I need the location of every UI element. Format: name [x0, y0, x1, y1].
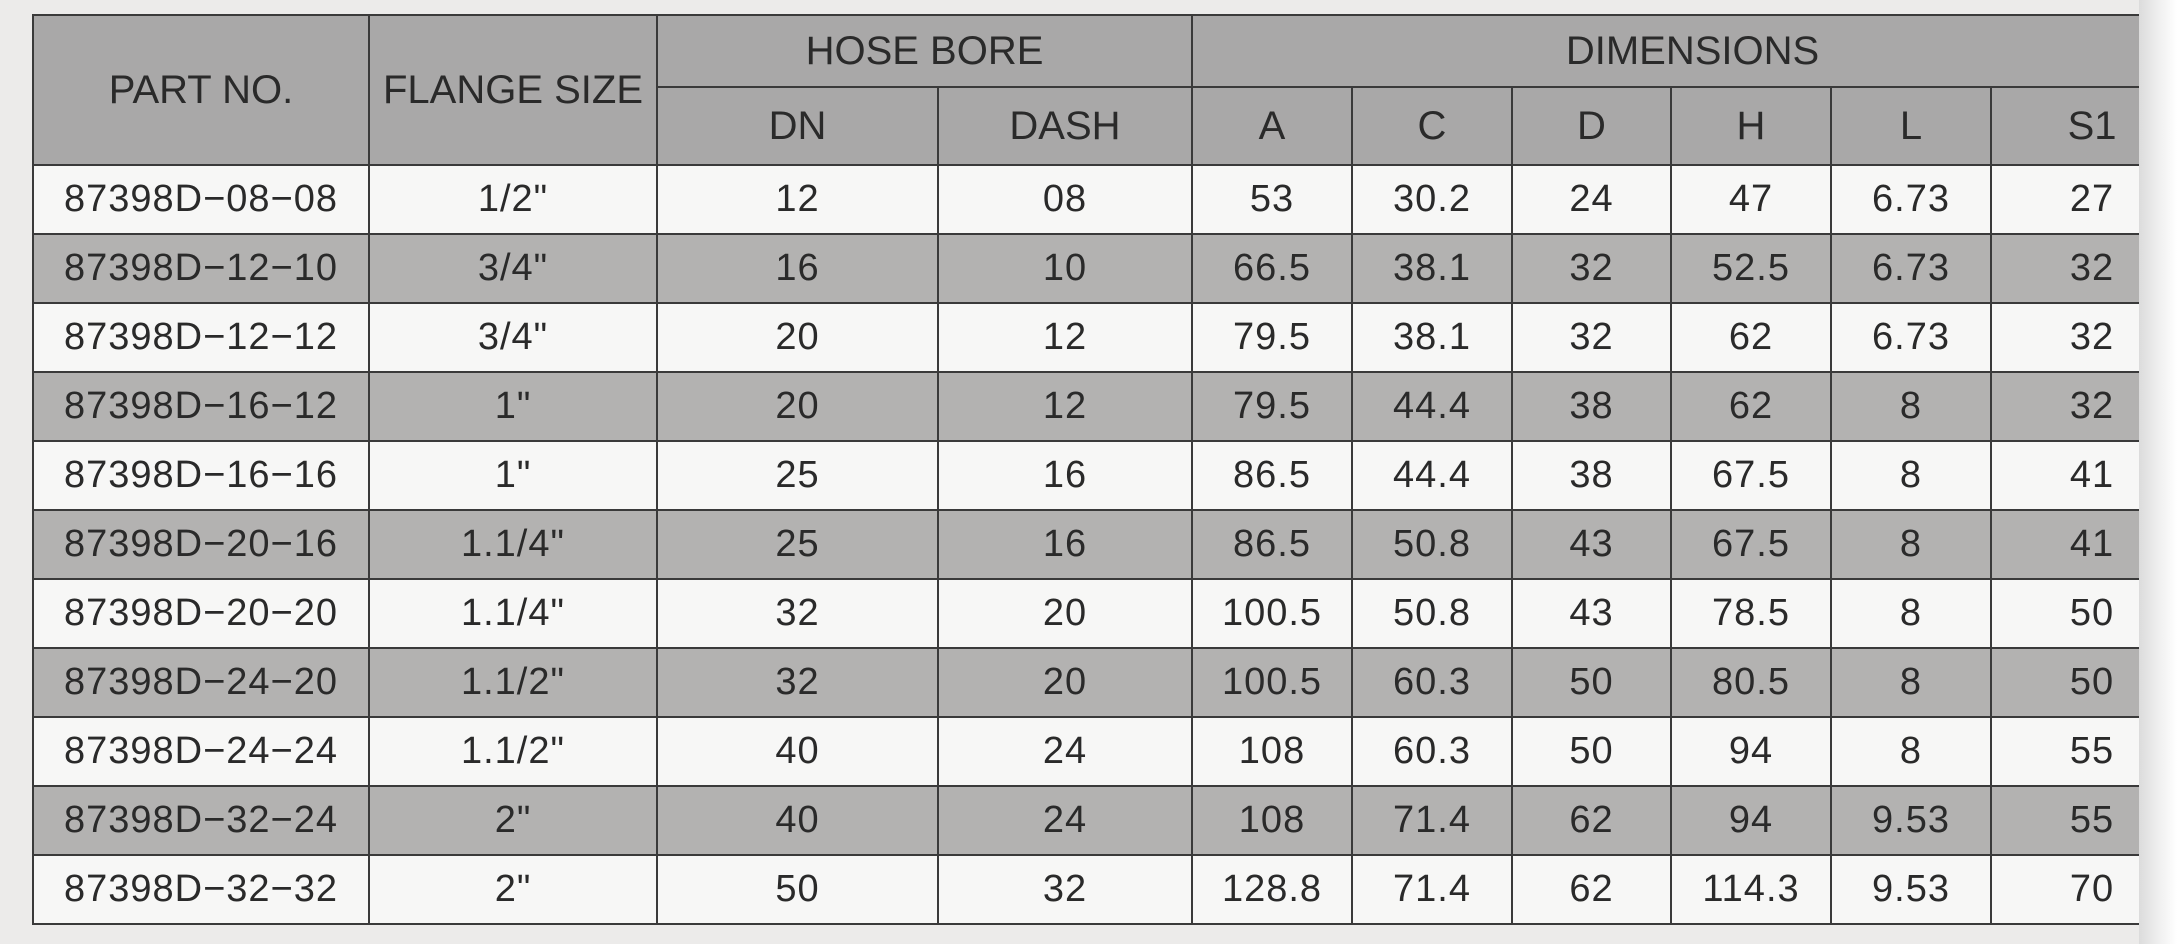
cell-dash: 16: [938, 441, 1192, 510]
cell-dn: 25: [657, 510, 938, 579]
cell-part-no: 87398D−24−24: [33, 717, 369, 786]
cell-dim-s1: 27: [1991, 165, 2177, 234]
cell-dim-a: 86.5: [1192, 441, 1352, 510]
cell-dn: 20: [657, 303, 938, 372]
cell-dim-l: 8: [1831, 510, 1991, 579]
cell-dim-d: 50: [1512, 648, 1671, 717]
header-dim-a: A: [1192, 87, 1352, 165]
cell-dim-d: 62: [1512, 855, 1671, 924]
cell-flange-size: 1.1/2": [369, 717, 657, 786]
cell-flange-size: 3/4": [369, 234, 657, 303]
cell-dim-h: 67.5: [1671, 441, 1831, 510]
cell-dim-l: 8: [1831, 579, 1991, 648]
header-flange-size: FLANGE SIZE: [369, 15, 657, 165]
cell-dash: 20: [938, 648, 1192, 717]
cell-dim-d: 38: [1512, 441, 1671, 510]
cell-dim-c: 44.4: [1352, 372, 1512, 441]
cell-dim-h: 62: [1671, 303, 1831, 372]
cell-dim-l: 8: [1831, 441, 1991, 510]
cell-dim-d: 50: [1512, 717, 1671, 786]
cell-dim-l: 8: [1831, 717, 1991, 786]
cell-dim-d: 62: [1512, 786, 1671, 855]
cell-dim-l: 6.73: [1831, 165, 1991, 234]
cell-dn: 25: [657, 441, 938, 510]
cell-flange-size: 1.1/4": [369, 579, 657, 648]
cell-dim-c: 60.3: [1352, 648, 1512, 717]
cell-dim-h: 94: [1671, 717, 1831, 786]
cell-dim-l: 9.53: [1831, 786, 1991, 855]
cell-dim-d: 24: [1512, 165, 1671, 234]
table-row: [33, 510, 2177, 579]
table-row: [33, 303, 2177, 372]
cell-dim-d: 32: [1512, 234, 1671, 303]
cell-flange-size: 1.1/2": [369, 648, 657, 717]
table-row: [33, 165, 2177, 234]
header-dim-s1: S1: [1991, 87, 2177, 165]
table-row: [33, 717, 2177, 786]
cell-dim-s1: 70: [1991, 855, 2177, 924]
cell-dim-l: 9.53: [1831, 855, 1991, 924]
cell-flange-size: 1": [369, 441, 657, 510]
page-edge: [2139, 0, 2177, 944]
cell-dim-a: 53: [1192, 165, 1352, 234]
table-row: [33, 786, 2177, 855]
cell-part-no: 87398D−12−10: [33, 234, 369, 303]
cell-part-no: 87398D−32−32: [33, 855, 369, 924]
header-dim-l: L: [1831, 87, 1991, 165]
cell-dim-s1: 50: [1991, 579, 2177, 648]
header-row-top: [33, 15, 2177, 87]
cell-dash: 20: [938, 579, 1192, 648]
cell-dim-a: 108: [1192, 717, 1352, 786]
cell-dim-l: 6.73: [1831, 234, 1991, 303]
cell-dim-a: 108: [1192, 786, 1352, 855]
header-dimensions: DIMENSIONS: [1192, 15, 2177, 87]
cell-dim-a: 79.5: [1192, 372, 1352, 441]
header-dn: DN: [657, 87, 938, 165]
table-row: [33, 579, 2177, 648]
cell-dim-s1: 32: [1991, 372, 2177, 441]
cell-flange-size: 2": [369, 855, 657, 924]
header-hose-bore: HOSE BORE: [657, 15, 1192, 87]
cell-part-no: 87398D−20−16: [33, 510, 369, 579]
cell-dim-a: 100.5: [1192, 579, 1352, 648]
cell-dn: 20: [657, 372, 938, 441]
cell-dim-h: 52.5: [1671, 234, 1831, 303]
table-header: [33, 15, 2177, 165]
cell-dim-h: 47: [1671, 165, 1831, 234]
cell-dn: 50: [657, 855, 938, 924]
cell-part-no: 87398D−32−24: [33, 786, 369, 855]
cell-dn: 40: [657, 717, 938, 786]
cell-dim-s1: 55: [1991, 717, 2177, 786]
cell-dim-c: 60.3: [1352, 717, 1512, 786]
cell-dash: 12: [938, 303, 1192, 372]
cell-dn: 40: [657, 786, 938, 855]
cell-part-no: 87398D−08−08: [33, 165, 369, 234]
cell-dim-s1: 32: [1991, 234, 2177, 303]
cell-dim-h: 94: [1671, 786, 1831, 855]
spec-sheet: [32, 14, 2177, 926]
cell-dim-a: 86.5: [1192, 510, 1352, 579]
cell-dash: 32: [938, 855, 1192, 924]
cell-dn: 16: [657, 234, 938, 303]
cell-dash: 24: [938, 786, 1192, 855]
cell-dash: 10: [938, 234, 1192, 303]
cell-dn: 32: [657, 579, 938, 648]
cell-dim-s1: 50: [1991, 648, 2177, 717]
header-dash: DASH: [938, 87, 1192, 165]
cell-dim-l: 8: [1831, 372, 1991, 441]
header-part-no: PART NO.: [33, 15, 369, 165]
cell-dim-c: 50.8: [1352, 510, 1512, 579]
cell-dim-d: 43: [1512, 579, 1671, 648]
cell-dim-a: 79.5: [1192, 303, 1352, 372]
header-dim-h: H: [1671, 87, 1831, 165]
table-body: [33, 165, 2177, 924]
cell-flange-size: 1": [369, 372, 657, 441]
cell-dim-d: 38: [1512, 372, 1671, 441]
cell-dn: 12: [657, 165, 938, 234]
cell-dim-s1: 32: [1991, 303, 2177, 372]
cell-flange-size: 3/4": [369, 303, 657, 372]
cell-dim-c: 50.8: [1352, 579, 1512, 648]
cell-dim-h: 62: [1671, 372, 1831, 441]
header-dim-c: C: [1352, 87, 1512, 165]
cell-dim-s1: 55: [1991, 786, 2177, 855]
fitting-spec-table: [32, 14, 2177, 925]
table-row: [33, 234, 2177, 303]
cell-part-no: 87398D−16−16: [33, 441, 369, 510]
cell-dim-c: 30.2: [1352, 165, 1512, 234]
cell-dim-l: 6.73: [1831, 303, 1991, 372]
cell-dim-a: 100.5: [1192, 648, 1352, 717]
cell-dim-h: 80.5: [1671, 648, 1831, 717]
cell-dim-a: 128.8: [1192, 855, 1352, 924]
cell-part-no: 87398D−24−20: [33, 648, 369, 717]
cell-dim-c: 44.4: [1352, 441, 1512, 510]
cell-dn: 32: [657, 648, 938, 717]
cell-dim-h: 67.5: [1671, 510, 1831, 579]
cell-dash: 12: [938, 372, 1192, 441]
cell-dash: 24: [938, 717, 1192, 786]
cell-flange-size: 1/2": [369, 165, 657, 234]
cell-dim-s1: 41: [1991, 510, 2177, 579]
cell-part-no: 87398D−16−12: [33, 372, 369, 441]
cell-dim-h: 78.5: [1671, 579, 1831, 648]
cell-dim-h: 114.3: [1671, 855, 1831, 924]
cell-dash: 16: [938, 510, 1192, 579]
cell-part-no: 87398D−12−12: [33, 303, 369, 372]
cell-dim-c: 71.4: [1352, 855, 1512, 924]
table-row: [33, 441, 2177, 510]
table-row: [33, 855, 2177, 924]
cell-flange-size: 2": [369, 786, 657, 855]
table-row: [33, 372, 2177, 441]
table-row: [33, 648, 2177, 717]
cell-dim-d: 32: [1512, 303, 1671, 372]
cell-dim-c: 38.1: [1352, 303, 1512, 372]
cell-part-no: 87398D−20−20: [33, 579, 369, 648]
cell-dash: 08: [938, 165, 1192, 234]
cell-dim-c: 71.4: [1352, 786, 1512, 855]
cell-dim-c: 38.1: [1352, 234, 1512, 303]
header-dim-d: D: [1512, 87, 1671, 165]
cell-dim-s1: 41: [1991, 441, 2177, 510]
cell-flange-size: 1.1/4": [369, 510, 657, 579]
cell-dim-a: 66.5: [1192, 234, 1352, 303]
cell-dim-l: 8: [1831, 648, 1991, 717]
cell-dim-d: 43: [1512, 510, 1671, 579]
